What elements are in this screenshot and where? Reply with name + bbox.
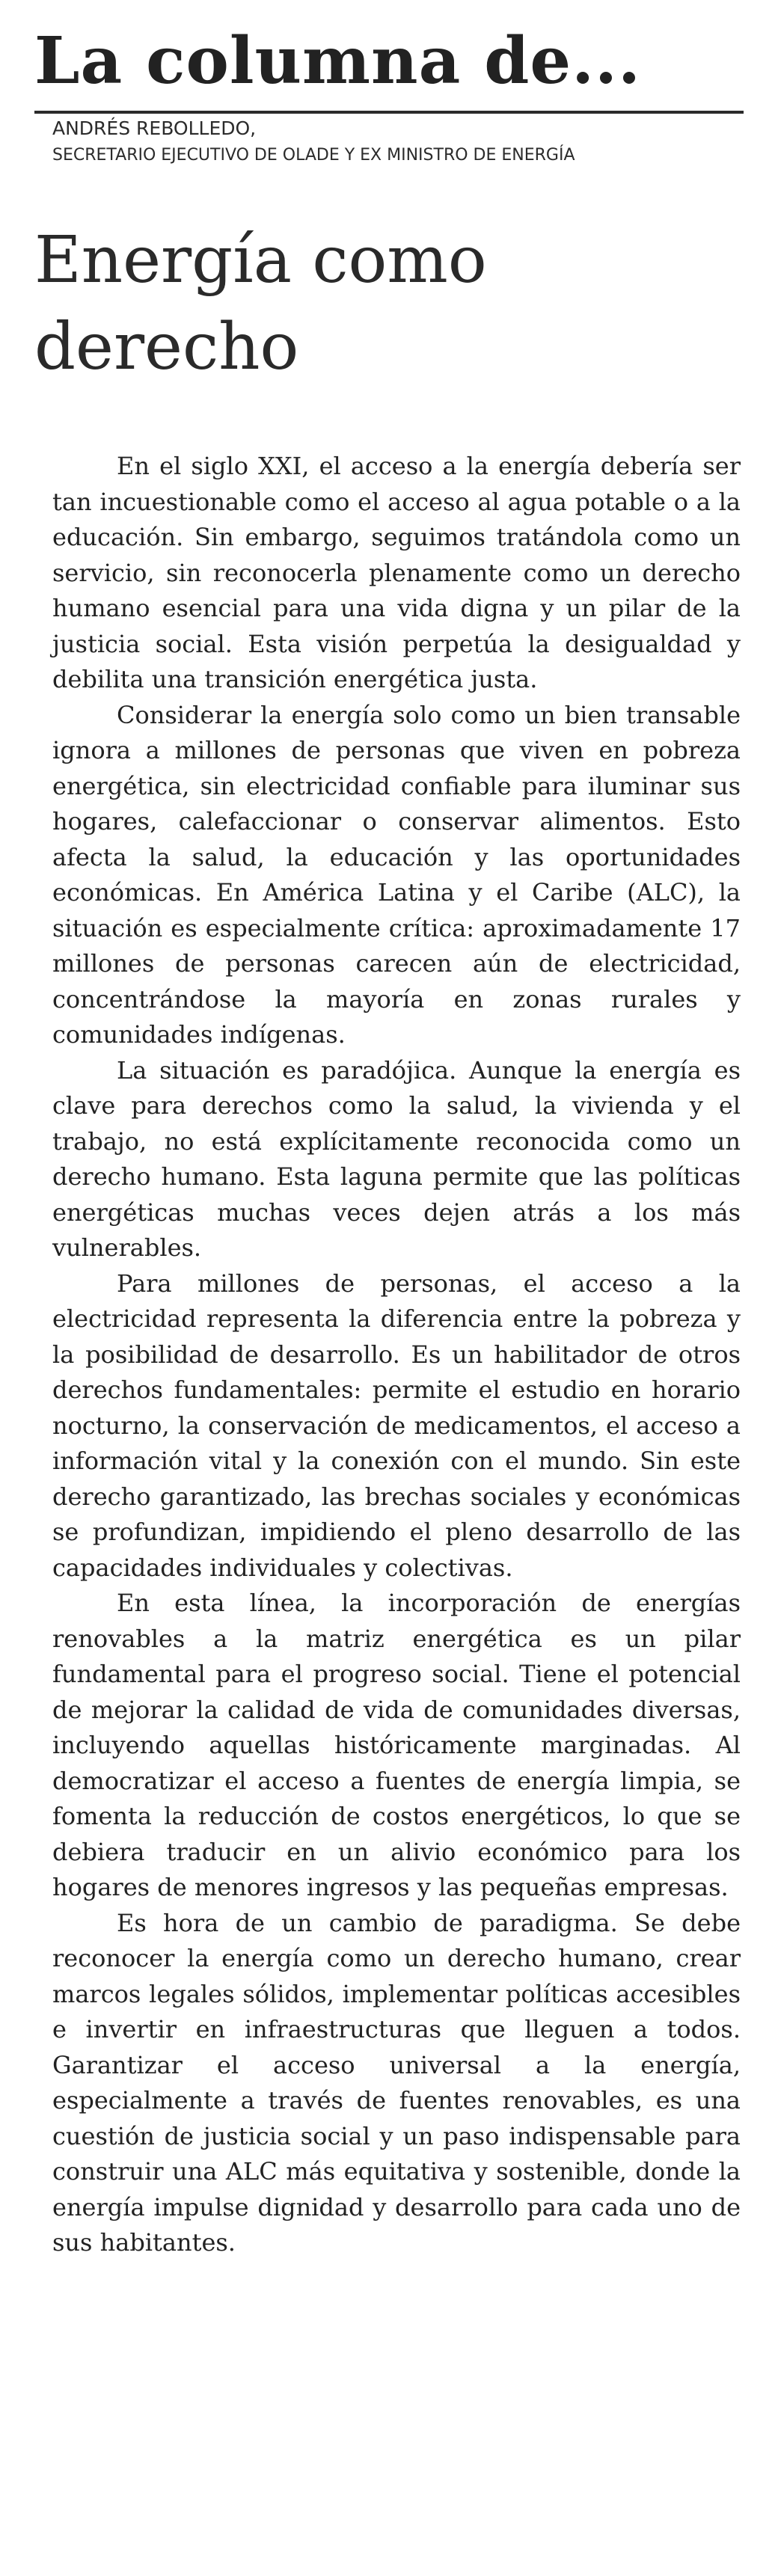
- article-paragraph: En el siglo XXI, el acceso a la energía debería ser tan incuestionable como el acceso al agua potable o a la educación. Sin embargo, seguimos tratándola como un servicio, sin reconocerla plenamente como un derecho humano esencial para una vida digna y un pilar de la justicia social. Esta visión perpetúa la desigualdad y debilita una transición energética justa.: [52, 452, 741, 693]
- article-body: [34, 449, 744, 2261]
- article-paragraph: Considerar la energía solo como un bien transable ignora a millones de personas que viven en pobreza energética, sin electricidad confiable para iluminar sus hogares, calefaccionar o conservar alimentos. Esto afecta la salud, la educación y las oportunidades económicas. En América Latina y el Caribe (ALC), la situación es especialmente crítica: aproximadamente 17 millones de personas carecen aún de electricidad, concentrándose la mayoría en zonas rurales y comunidades indígenas.: [52, 700, 741, 1049]
- author-role: SECRETARIO EJECUTIVO DE OLADE Y EX MINISTRO DE ENERGÍA: [52, 146, 575, 165]
- article-paragraph: En esta línea, la incorporación de energías renovables a la matriz energética es un pilar fundamental para el progreso social. Tiene el potencial de mejorar la calidad de vida de comunidades diversas, incluyendo aquellas históricamente marginadas. Al democratizar el acceso a fuentes de energía limpia, se fomenta la reducción de costos energéticos, lo que se debiera traducir en un alivio económico para los hogares de menores ingresos y las pequeñas empresas.: [52, 1589, 741, 1901]
- article-paragraph: Para millones de personas, el acceso a la electricidad representa la diferencia entre la pobreza y la posibilidad de desarrollo. Es un habilitador de otros derechos fundamentales: permite el estudio en horario nocturno, la conservación de medicamentos, el acceso a información vital y la conexión con el mundo. Sin este derecho garantizado, las brechas sociales y económicas se profundizan, impidiendo el pleno desarrollo de las capacidades individuales y colectivas.: [52, 1269, 741, 1582]
- article-headline: Energía como derecho: [34, 223, 487, 384]
- byline: [34, 115, 744, 169]
- author-name: ANDRÉS REBOLLEDO,: [52, 117, 257, 139]
- section-title: La columna de...: [34, 23, 641, 99]
- article-paragraph: Es hora de un cambio de paradigma. Se debe reconocer la energía como un derecho humano, crear marcos legales sólidos, implementar políticas accesibles e invertir en infraestructuras que lleguen a todos. Garantizar el acceso universal a la energía, especialmente a través de fuentes renovables, es una cuestión de justicia social y un paso indispensable para construir una ALC más equitativa y sostenible, donde la energía impulse dignidad y desarrollo para cada uno de sus habitantes.: [52, 1908, 741, 2257]
- header-divider: [34, 111, 744, 114]
- article-paragraph: La situación es paradójica. Aunque la energía es clave para derechos como la salud, la vivienda y el trabajo, no está explícitamente reconocida como un derecho humano. Esta laguna permite que las políticas energéticas muchas veces dejen atrás a los más vulnerables.: [52, 1055, 741, 1262]
